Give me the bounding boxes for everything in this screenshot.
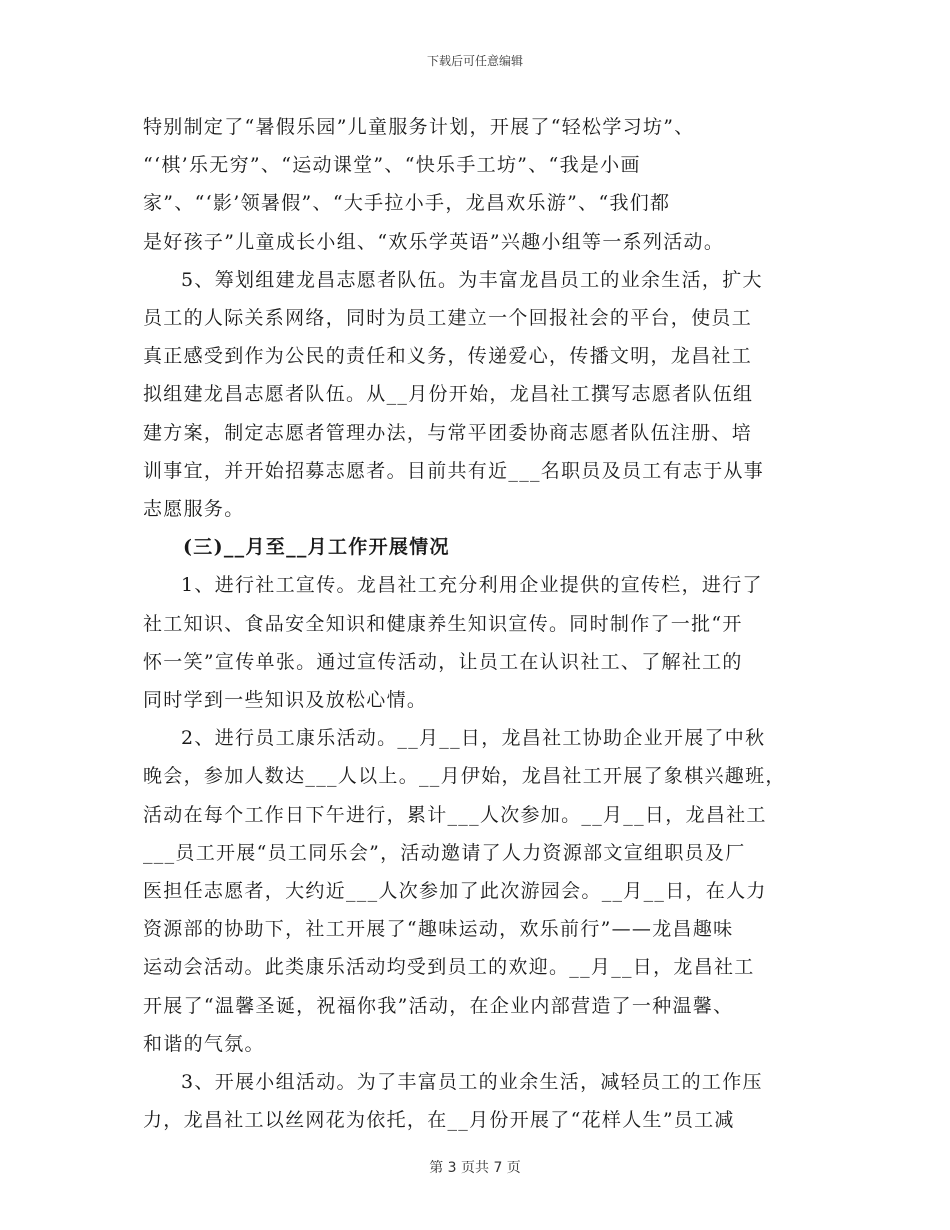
paragraph-recreation	[143, 719, 813, 1063]
text-line: 晚会，参加人数达___人以上。__月伊始，龙昌社工开展了象棋兴趣班，	[143, 765, 786, 788]
text-line: ___员工开展“员工同乐会”，活动邀请了人力资源部文宣组职员及厂	[143, 841, 746, 864]
text-line: 社工知识、食品安全知识和健康养生知识宣传。同时制作了一批“开	[143, 612, 743, 635]
paragraph-volunteer-team	[143, 261, 813, 528]
page-number-footer: 第 3 页共 7 页	[429, 1160, 521, 1176]
paragraph-publicity	[143, 566, 813, 719]
paragraph-group-activity	[143, 1063, 813, 1139]
text-line: 员工的人际关系网络，同时为员工建立一个回报社会的平台，使员工	[143, 307, 753, 330]
text-line: 2、进行员工康乐活动。__月__日，龙昌社工协助企业开展了中秋	[181, 727, 766, 750]
text-line: 活动在每个工作日下午进行，累计___人次参加。__月__日，龙昌社工	[143, 803, 767, 826]
section-heading-text: (三)__月至__月工作开展情况	[183, 536, 450, 559]
paragraph-summer-program	[143, 108, 813, 261]
text-line: 真正感受到作为公民的责任和义务，传递爱心，传播文明，龙昌社工	[143, 345, 753, 368]
text-line: 开展了“温馨圣诞，祝福你我”活动，在企业内部营造了一种温馨、	[143, 994, 734, 1017]
page-header: 下载后可任意编辑	[426, 54, 523, 68]
document-body	[143, 108, 813, 1139]
text-line: 资源部的协助下，社工开展了“趣味运动，欢乐前行”——龙昌趣味	[143, 918, 734, 941]
text-line: 是好孩子”儿童成长小组、“欢乐学英语”兴趣小组等一系列活动。	[143, 230, 725, 253]
text-line: 训事宜，并开始招募志愿者。目前共有近___名职员及员工有志于从事	[143, 459, 765, 482]
text-line: 5、筹划组建龙昌志愿者队伍。为丰富龙昌员工的业余生活，扩大	[181, 268, 763, 291]
text-line: “‘棋’乐无穷”、“运动课堂”、“快乐手工坊”、“我是小画	[143, 154, 641, 177]
text-line: 建方案，制定志愿者管理办法，与常平团委协商志愿者队伍注册、培	[143, 421, 753, 444]
text-line: 3、开展小组活动。为了丰富员工的业余生活，减轻员工的工作压	[181, 1071, 763, 1094]
text-line: 医担任志愿者，大约近___人次参加了此次游园会。__月__日，在人力	[143, 880, 767, 903]
text-line: 特别制定了“暑假乐园”儿童服务计划，开展了“轻松学习坊”、	[143, 116, 695, 138]
text-line: 怀一笑”宣传单张。通过宣传活动，让员工在认识社工、了解社工的	[143, 650, 743, 673]
text-line: 志愿服务。	[143, 498, 245, 521]
text-line: 1、进行社工宣传。龙昌社工充分利用企业提供的宣传栏，进行了	[181, 574, 763, 597]
section-heading	[143, 528, 813, 566]
text-line: 家”、“‘影’领暑假”、“大手拉小手，龙昌欢乐游”、“我们都	[143, 192, 671, 215]
text-line: 力，龙昌社工以丝网花为依托，在__月份开展了“花样人生”员工减	[143, 1109, 735, 1132]
text-line: 同时学到一些知识及放松心情。	[143, 689, 428, 712]
text-line: 运动会活动。此类康乐活动均受到员工的欢迎。__月__日，龙昌社工	[143, 956, 755, 979]
text-line: 拟组建龙昌志愿者队伍。从__月份开始，龙昌社工撰写志愿者队伍组	[143, 383, 754, 406]
text-line: 和谐的气氛。	[143, 1032, 265, 1055]
